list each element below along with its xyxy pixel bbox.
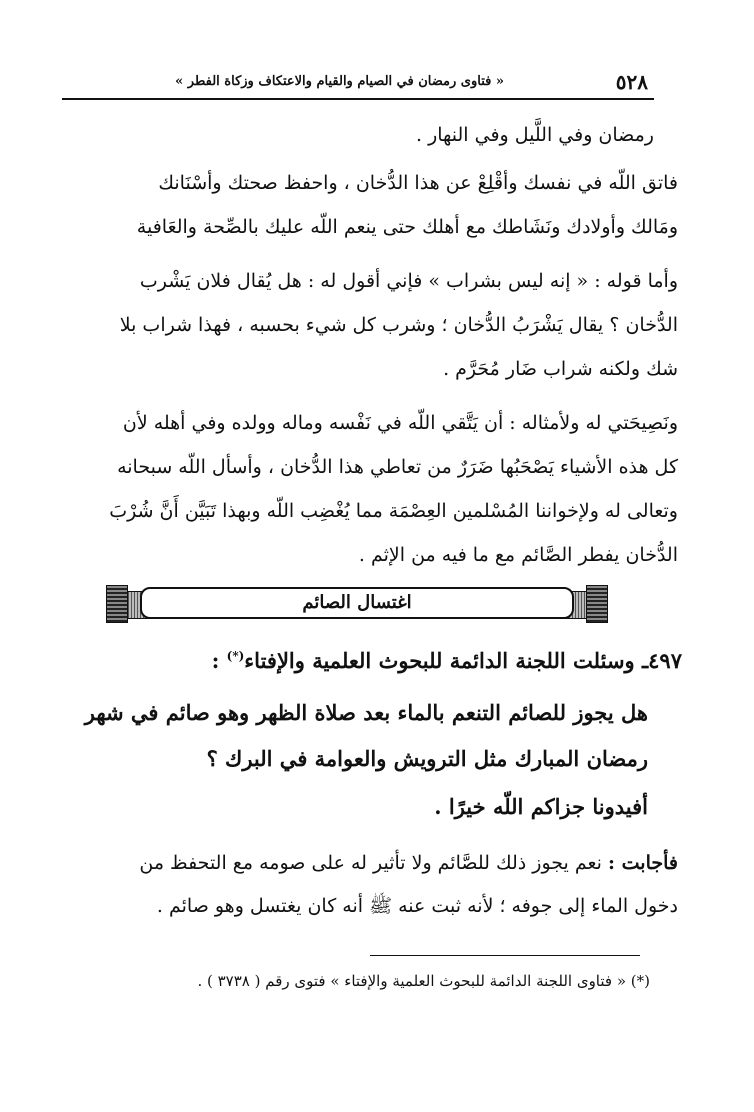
text-line: كل هذه الأشياء يَصْحَبُها ضَرَرٌ من تعاطي هذا الدُّخان ، وأسأل اللّه سبحانه: [117, 456, 678, 478]
text-line: الدُّخان ؟ يقال يَشْرَبُ الدُّخان ؛ وشرب كل شيء بحسبه ، فهذا شراب بلا: [119, 314, 678, 336]
question-line: أفيدونا جزاكم اللّه خيرًا .: [434, 794, 648, 819]
question-intro: وسئلت اللجنة الدائمة للبحوث العلمية والإفتاء: [244, 648, 635, 673]
section-banner: [106, 585, 608, 623]
answer-line: دخول الماء إلى جوفه ؛ لأنه ثبت عنه ﷺ أنه كان يغتسل وهو صائم .: [156, 895, 678, 917]
question-line: رمضان المبارك مثل الترويش والعوامة في البرك ؟: [206, 746, 648, 771]
text-line: وتعالى له ولإخواننا المُسْلمين العِصْمَة مما يُغْضِب اللّه وبهذا تَبَيَّن أَنَّ شُرْبَ: [109, 500, 678, 522]
text-line: ومَالك وأولادك ونَشَاطك مع أهلك حتى ينعم اللّه عليك بالصِّحة والعَافية: [136, 216, 678, 238]
header-rule: [62, 98, 654, 100]
answer-line: [139, 852, 678, 874]
text-line: فاتق اللّه في نفسك وأقْلِعْ عن هذا الدُّخان ، واحفظ صحتك وأسْنَانك: [158, 172, 678, 194]
text-line: شك ولكنه شراب ضَار مُحَرَّم .: [443, 358, 678, 380]
question-number: ٤٩٧ـ: [642, 648, 682, 673]
footnote-rule: [370, 955, 640, 956]
running-header: [62, 66, 654, 98]
question-intro-end: :: [211, 648, 227, 673]
answer-label: فأجابت :: [608, 852, 678, 874]
text-line: رمضان وفي اللَّيل وفي النهار .: [415, 124, 654, 146]
header-title: « فتاوى رمضان في الصيام والقيام والاعتكاف وزكاة الفطر »: [175, 74, 504, 89]
footnote-marker: (*): [226, 649, 245, 663]
page-number: ٥٢٨: [615, 70, 648, 94]
answer-first-line: نعم يجوز ذلك للصَّائم ولا تأثير له على صومه مع التحفظ من: [139, 852, 609, 874]
banner-right-ornament: [586, 585, 608, 623]
banner-left-ornament: [106, 585, 128, 623]
question-heading-line: [212, 648, 682, 673]
text-line: ونَصِيحَتي له ولأمثاله : أن يَتَّقي اللّه في نَفْسه وماله وولده وفي أهله لأن: [122, 412, 678, 434]
text-line: وأما قوله : « إنه ليس بشراب » فإني أقول له : هل يُقال فلان يَشْرب: [139, 270, 678, 292]
question-line: هل يجوز للصائم التنعم بالماء بعد صلاة الظهر وهو صائم في شهر: [84, 700, 648, 725]
text-line: الدُّخان يفطر الصَّائم مع ما فيه من الإثم .: [358, 544, 678, 566]
footnote: (*) « فتاوى اللجنة الدائمة للبحوث العلمية والإفتاء » فتوى رقم ( ٣٧٣٨ ) .: [197, 972, 650, 990]
section-title: اغتسال الصائم: [140, 587, 574, 619]
